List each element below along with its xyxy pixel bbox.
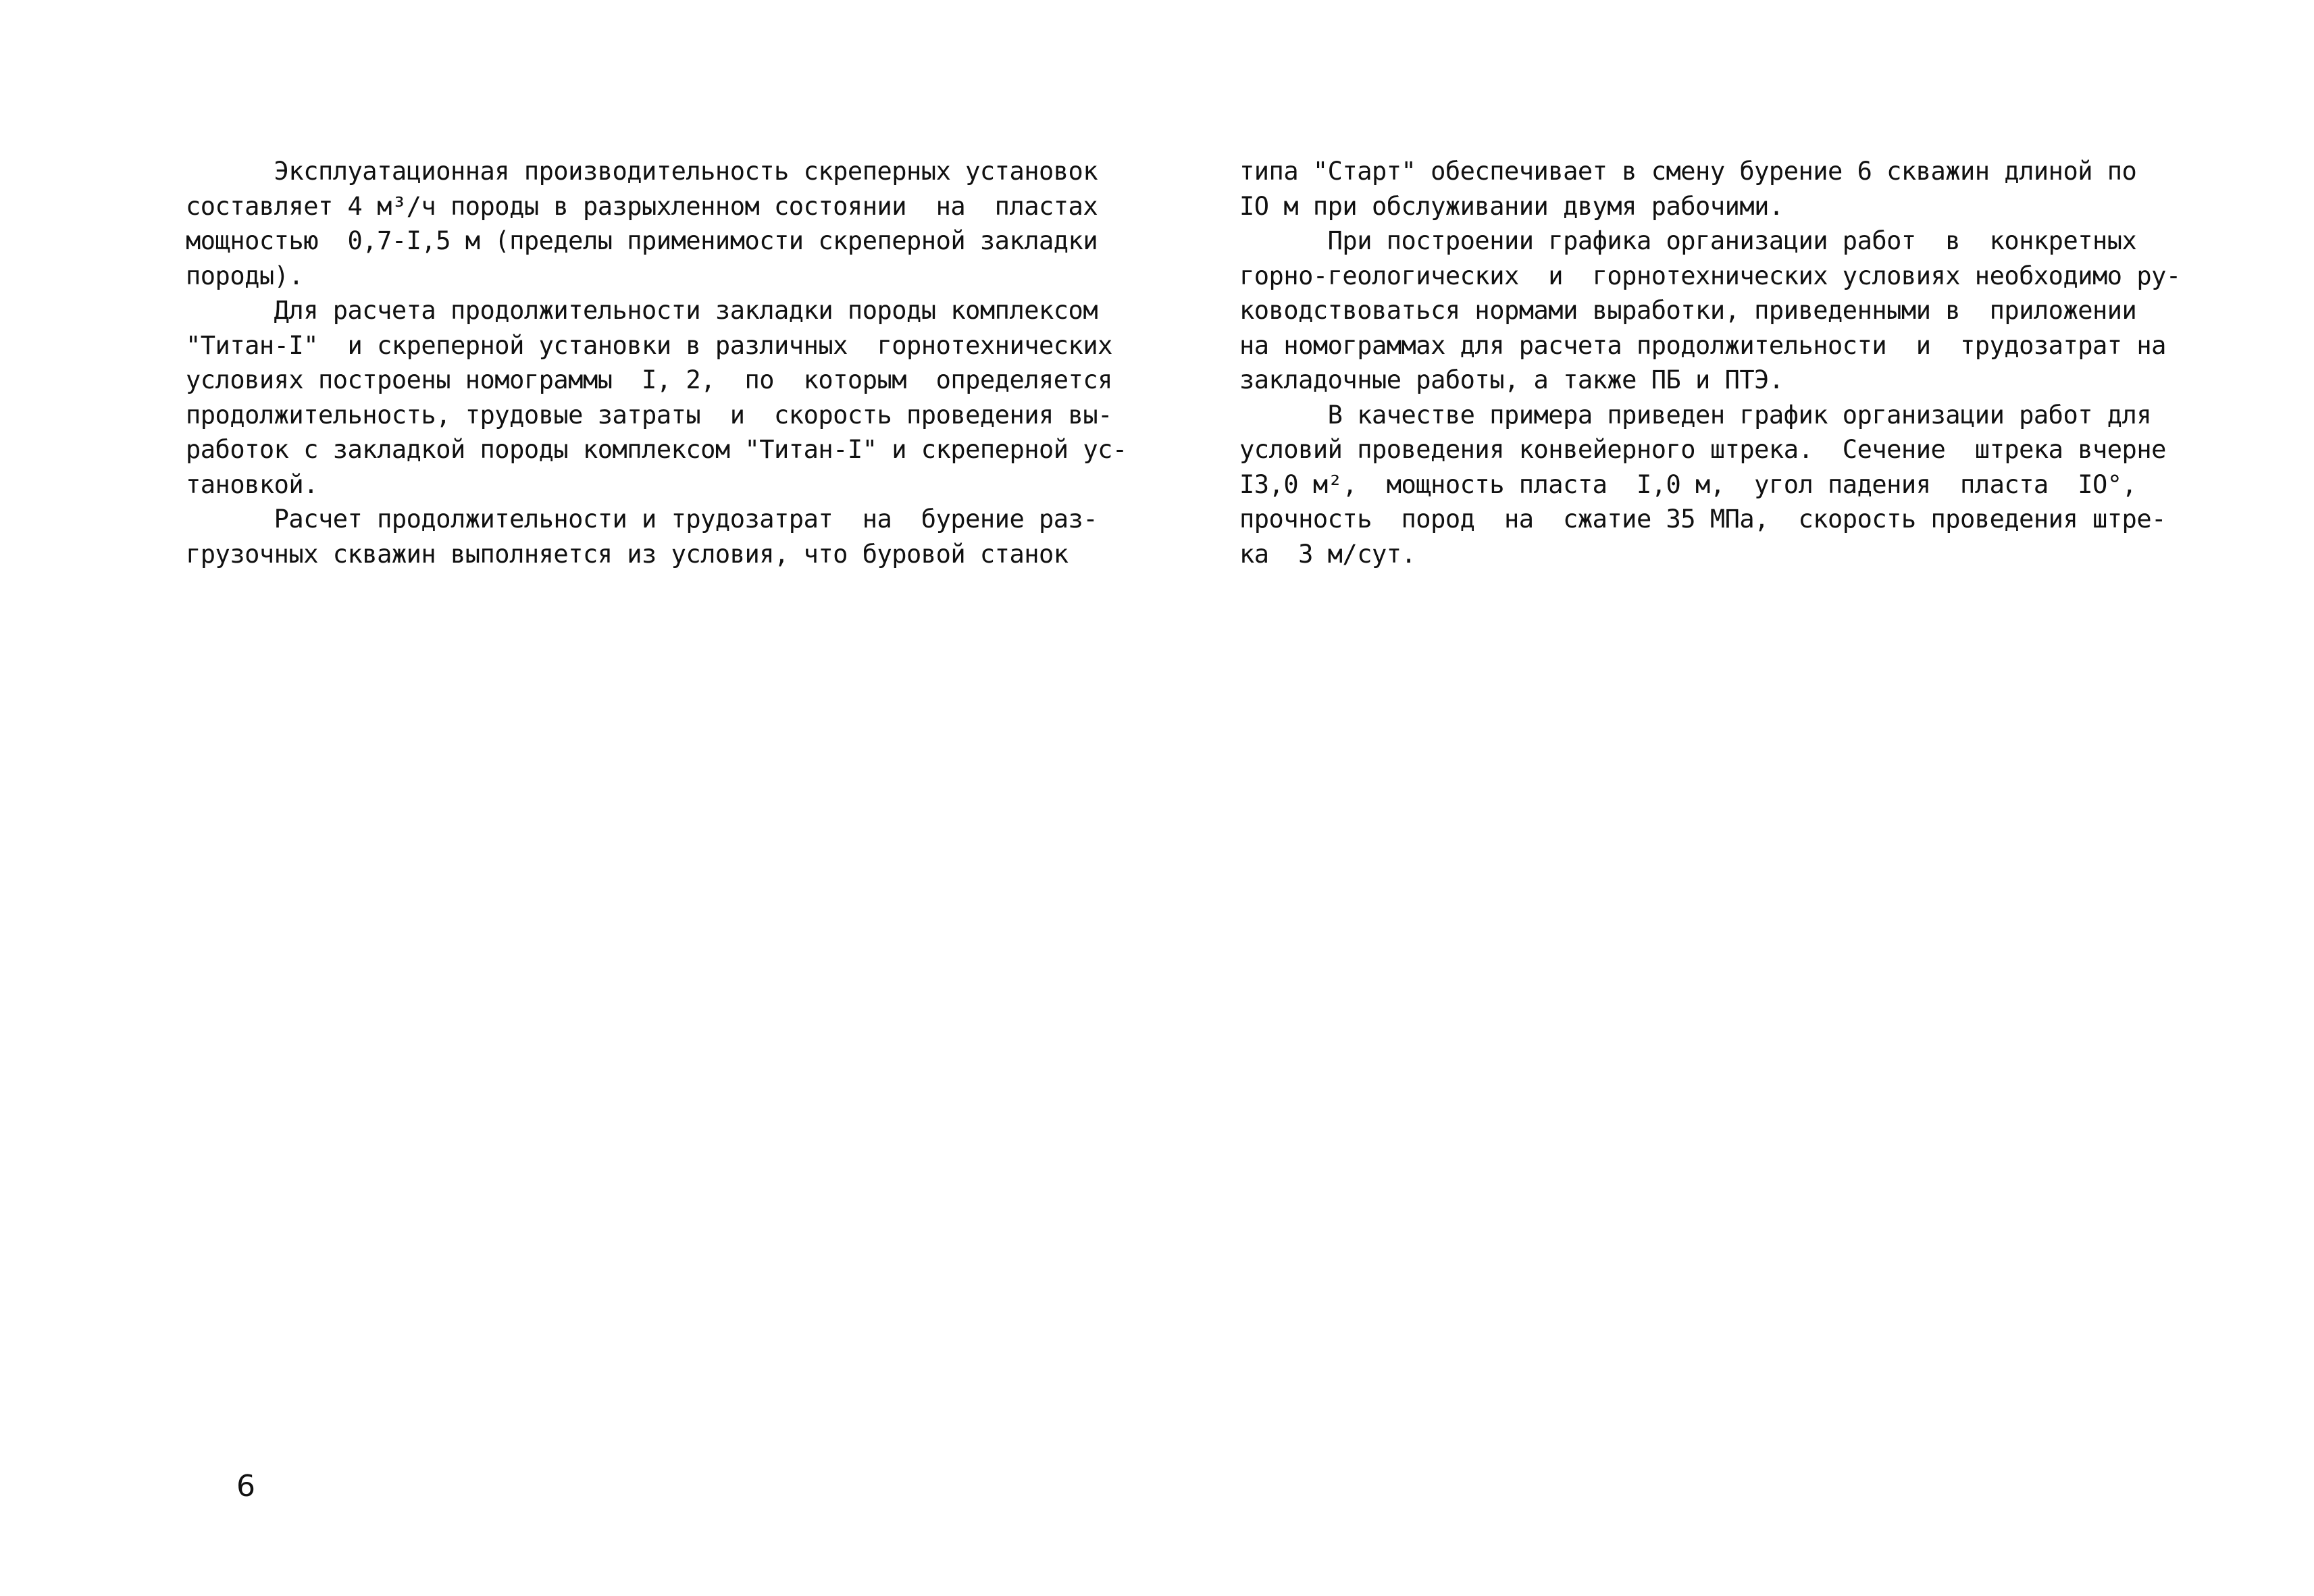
text-line: мощностью 0,7-I,5 м (пределы применимости скреперной закладки	[186, 226, 1098, 255]
text-line: закладочные работы, а также ПБ и ПТЭ.	[1239, 365, 1784, 394]
text-line: В качестве примера приведен график организации работ для	[1239, 400, 2152, 430]
text-line: Эксплуатационная производительность скреперных установок	[186, 157, 1098, 186]
text-line: тановкой.	[186, 469, 318, 499]
text-line: ководствоваться нормами выработки, приведенными в приложении	[1239, 296, 2137, 325]
text-line: условиях построены номограммы I, 2, по которым определяется	[186, 365, 1112, 394]
text-line: горно-геологических и горнотехнических условиях необходимо ру-	[1239, 261, 2181, 290]
text-line: типа "Старт" обеспечивает в смену бурение 6 скважин длиной по	[1239, 157, 2137, 186]
page-number: 6	[236, 1469, 255, 1503]
text-line: Расчет продолжительности и трудозатрат на бурение раз-	[186, 505, 1098, 534]
text-line: При построении графика организации работ в конкретных	[1239, 226, 2137, 255]
left-text-column	[186, 154, 1127, 571]
text-line: работок с закладкой породы комплексом "Титан-I" и скреперной ус-	[186, 435, 1127, 464]
text-line: продолжительность, трудовые затраты и скорость проведения вы-	[186, 400, 1112, 430]
right-text-column	[1239, 154, 2181, 571]
text-line: "Титан-I" и скреперной установки в различных горнотехнических	[186, 330, 1112, 360]
text-line: на номограммах для расчета продолжительности и трудозатрат на	[1239, 330, 2166, 360]
text-line: Для расчета продолжительности закладки породы комплексом	[186, 296, 1098, 325]
text-line: грузочных скважин выполняется из условия, что буровой станок	[186, 539, 1069, 569]
text-line: составляет 4 м³/ч породы в разрыхленном состоянии на пластах	[186, 191, 1098, 221]
text-line: породы).	[186, 261, 304, 290]
text-line: условий проведения конвейерного штрека. Сечение штрека вчерне	[1239, 435, 2166, 464]
text-line: IO м при обслуживании двумя рабочими.	[1239, 191, 1784, 221]
text-line: ка 3 м/сут.	[1239, 539, 1416, 569]
text-line: I3,0 м², мощность пласта I,0 м, угол падения пласта IO°,	[1239, 469, 2137, 499]
text-line: прочность пород на сжатие 35 МПа, скорость проведения штре-	[1239, 505, 2166, 534]
